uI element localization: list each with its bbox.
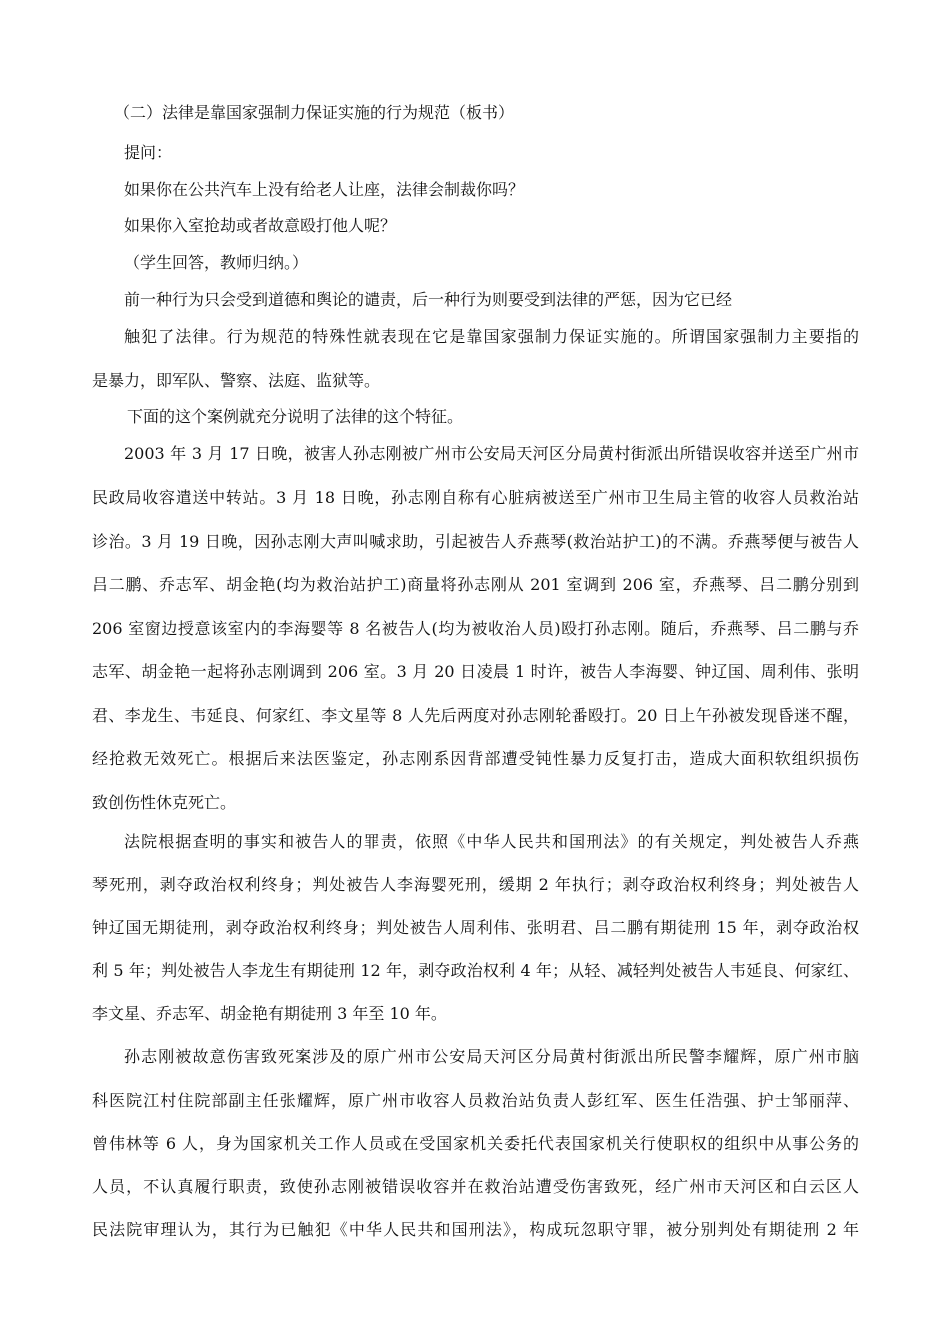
- officials-paragraph-line: 科医院江村住院部副主任张耀辉，原广州市收容人员救治站负责人彭红军、医生任浩强、护士邹丽萍、: [92, 1091, 859, 1110]
- verdict-paragraph-line: 利 5 年；判处被告人李龙生有期徒刑 12 年，剥夺政治权利 4 年；从轻、减轻判处被告人韦延良、何家红、: [92, 961, 859, 980]
- case-paragraph-line: 民政局收容遣送中转站。3 月 18 日晚，孙志刚自称有心脏病被送至广州市卫生局主管的收容人员救治站: [92, 488, 859, 507]
- officials-paragraph-line: 人员，不认真履行职责，致使孙志刚被错误收容并在救治站遭受伤害致死，经广州市天河区和白云区人: [92, 1177, 859, 1196]
- explanation-line: 是暴力，即军队、警察、法庭、监狱等。: [92, 371, 381, 390]
- case-paragraph-line: 志军、胡金艳一起将孙志刚调到 206 室。3 月 20 日凌晨 1 时许，被告人李海婴、钟辽国、周利伟、张明: [92, 662, 859, 681]
- case-intro: 下面的这个案例就充分说明了法律的这个特征。: [127, 407, 464, 426]
- student-note: （学生回答，教师归纳。）: [124, 253, 309, 272]
- verdict-paragraph-line: 李文星、乔志军、胡金艳有期徒刑 3 年至 10 年。: [92, 1004, 447, 1023]
- officials-paragraph-line: 民法院审理认为，其行为已触犯《中华人民共和国刑法》，构成玩忽职守罪，被分别判处有期徒刑 2 年: [92, 1220, 859, 1239]
- question-2: 如果你入室抢劫或者故意殴打他人呢？: [124, 216, 397, 235]
- case-paragraph-line: 吕二鹏、乔志军、胡金艳(均为救治站护工)商量将孙志刚从 201 室调到 206 室，乔燕琴、吕二鹏分别到: [92, 575, 859, 594]
- explanation-line: 触犯了法律。行为规范的特殊性就表现在它是靠国家强制力保证实施的。所谓国家强制力主要指的: [124, 327, 859, 346]
- case-paragraph-line: 206 室窗边授意该室内的李海婴等 8 名被告人(均为被收治人员)殴打孙志刚。随后，乔燕琴、吕二鹏与乔: [92, 619, 859, 638]
- question-label: 提问：: [124, 143, 173, 162]
- verdict-paragraph-line: 法院根据查明的事实和被告人的罪责，依照《中华人民共和国刑法》的有关规定，判处被告人乔燕: [124, 832, 859, 851]
- case-paragraph-line: 君、李龙生、韦延良、何家红、李文星等 8 人先后两度对孙志刚轮番殴打。20 日上午孙被发现昏迷不醒，: [92, 706, 859, 725]
- officials-paragraph-line: 曾伟林等 6 人，身为国家机关工作人员或在受国家机关委托代表国家机关行使职权的组织中从事公务的: [92, 1134, 859, 1153]
- verdict-paragraph-line: 琴死刑，剥夺政治权利终身；判处被告人李海婴死刑，缓期 2 年执行；剥夺政治权利终身；判处被告人: [92, 875, 859, 894]
- case-paragraph-line: 2003 年 3 月 17 日晚，被害人孙志刚被广州市公安局天河区分局黄村街派出所错误收容并送至广州市: [124, 444, 859, 463]
- case-paragraph-line: 经抢救无效死亡。根据后来法医鉴定，孙志刚系因背部遭受钝性暴力反复打击，造成大面积软组织损伤: [92, 749, 859, 768]
- section-heading: （二）法律是靠国家强制力保证实施的行为规范（板书）: [114, 103, 515, 122]
- case-paragraph-line: 诊治。3 月 19 日晚，因孙志刚大声叫喊求助，引起被告人乔燕琴(救治站护工)的不满。乔燕琴便与被告人: [92, 532, 859, 551]
- question-1: 如果你在公共汽车上没有给老人让座，法律会制裁你吗？: [124, 180, 525, 199]
- explanation-line: 前一种行为只会受到道德和舆论的谴责，后一种行为则要受到法律的严惩，因为它已经: [124, 290, 733, 309]
- case-paragraph-line: 致创伤性休克死亡。: [92, 793, 237, 812]
- verdict-paragraph-line: 钟辽国无期徒刑，剥夺政治权利终身；判处被告人周利伟、张明君、吕二鹏有期徒刑 15 年，剥夺政治权: [92, 918, 859, 937]
- officials-paragraph-line: 孙志刚被故意伤害致死案涉及的原广州市公安局天河区分局黄村街派出所民警李耀辉，原广州市脑: [124, 1047, 859, 1066]
